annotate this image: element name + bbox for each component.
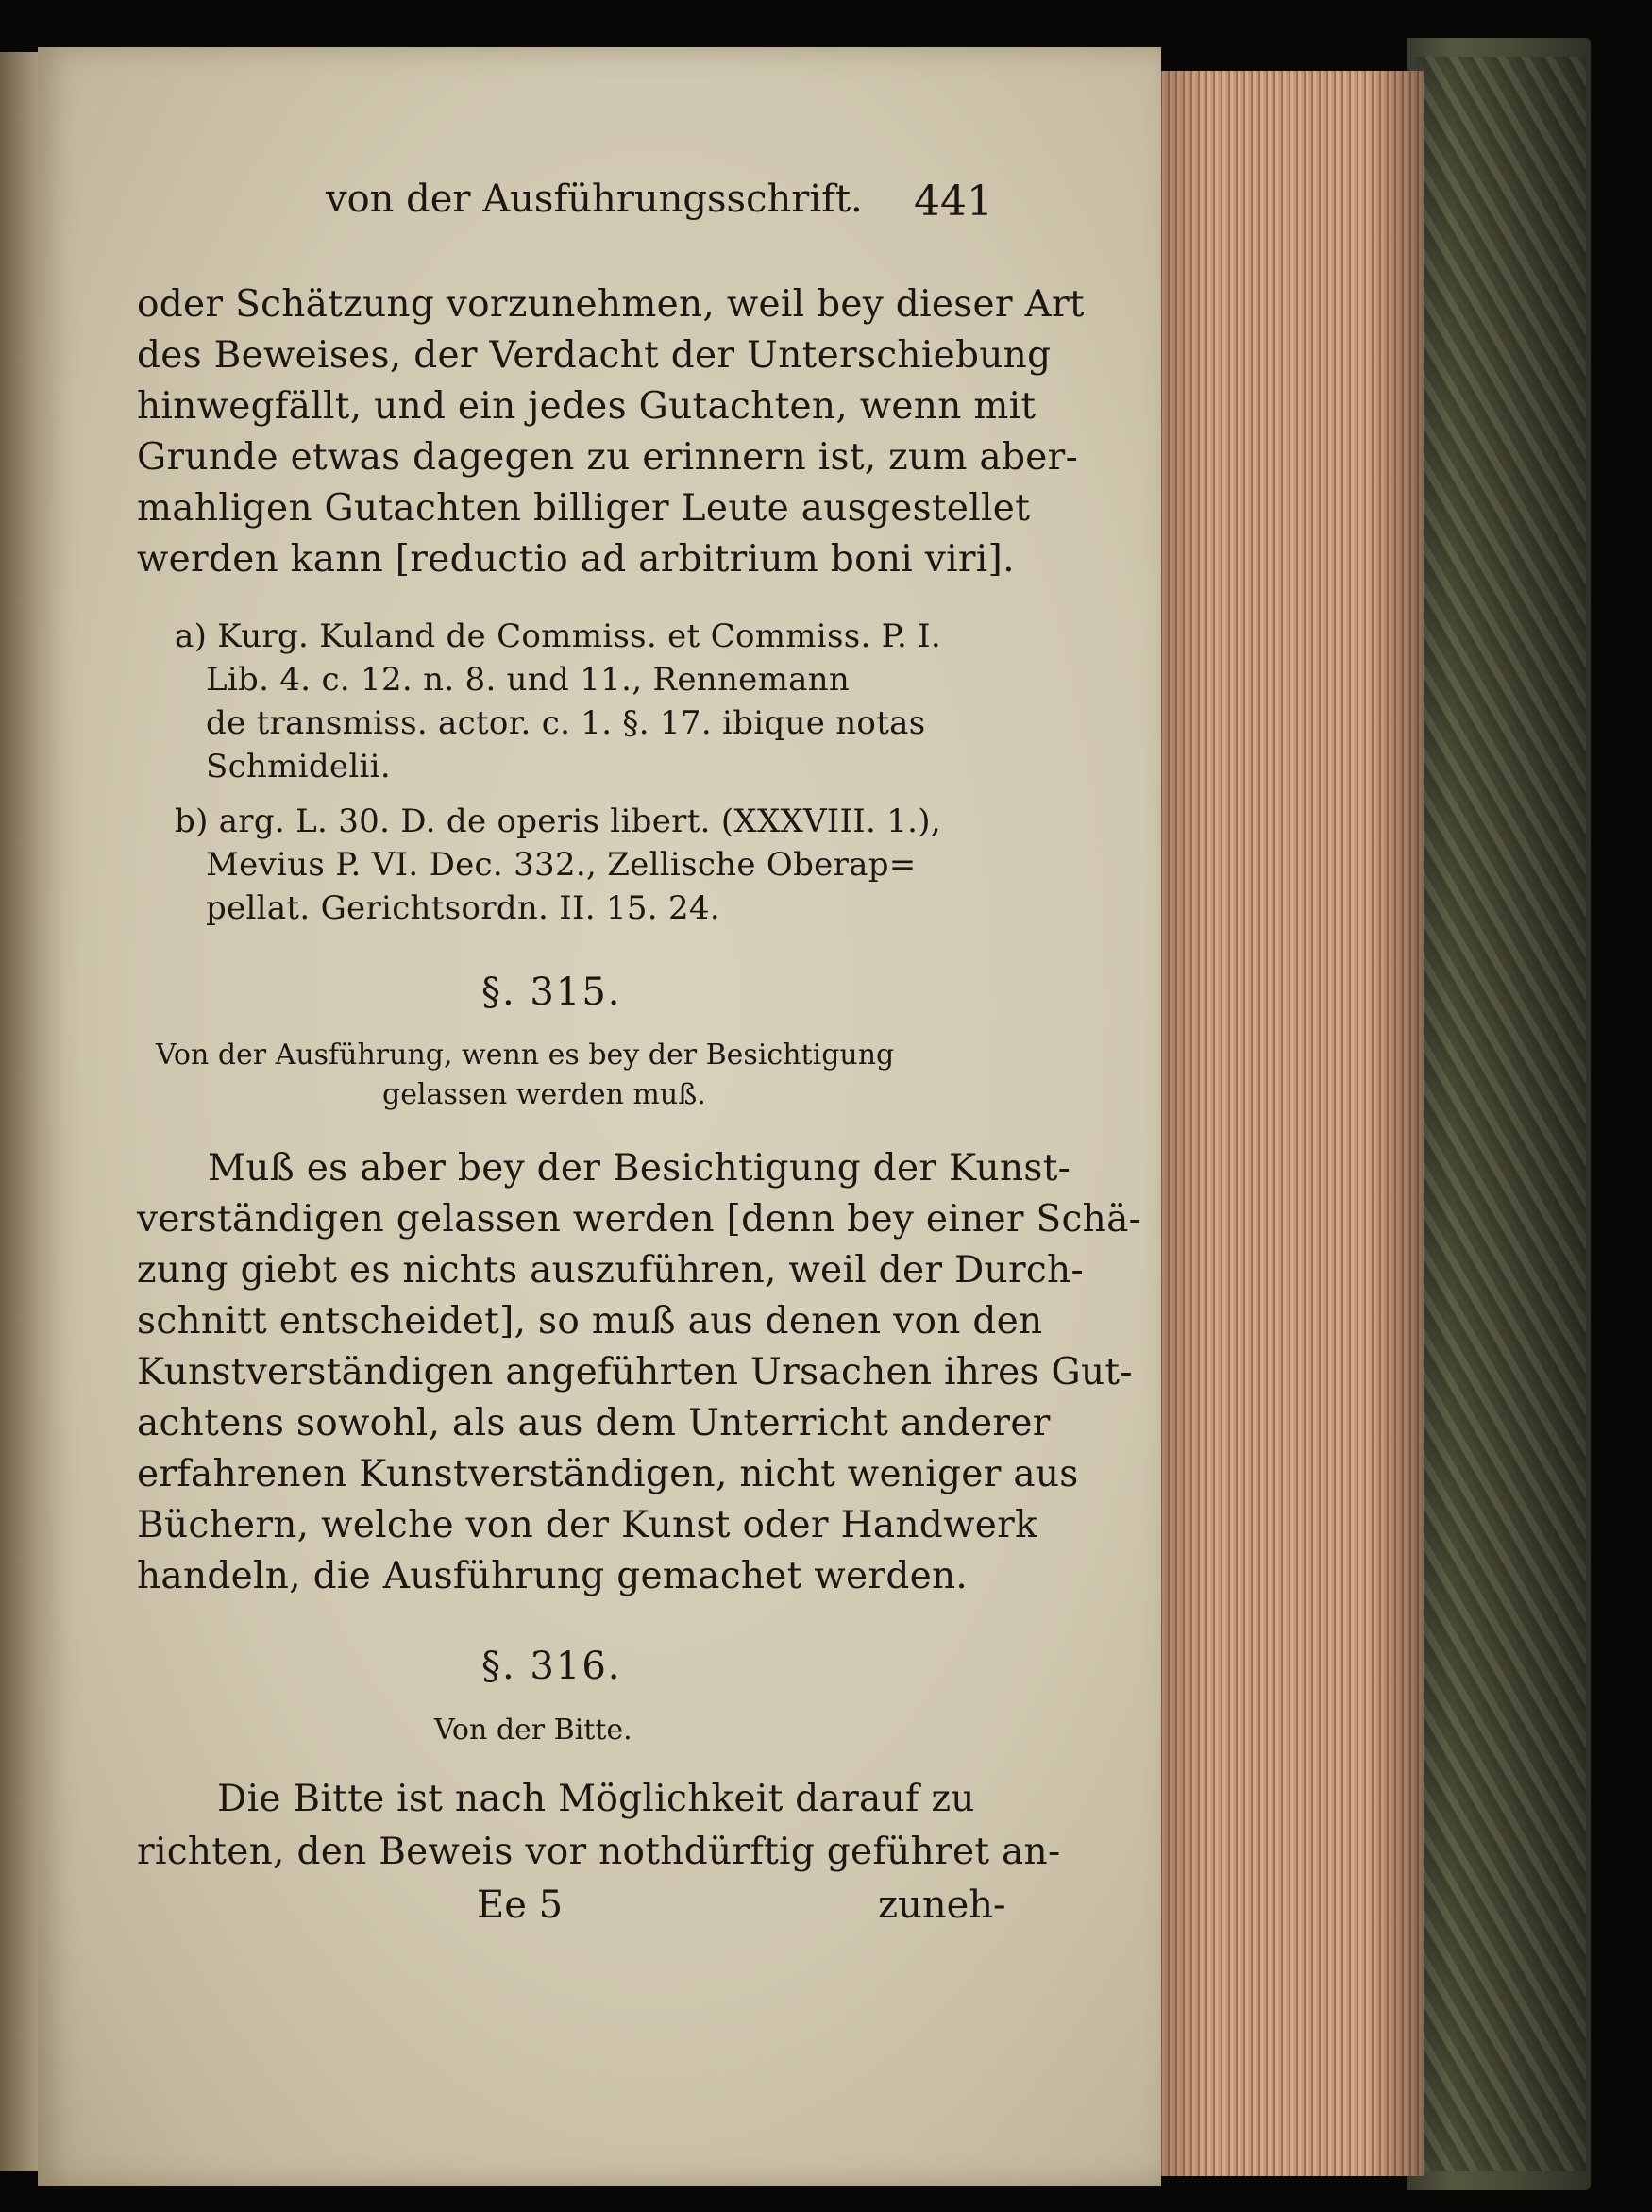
section-subtitle: gelassen werden muß. bbox=[382, 1078, 706, 1111]
text-line: zung giebt es nichts auszuführen, weil der Durch- bbox=[137, 1249, 1084, 1292]
text-line: hinwegfällt, und ein jedes Gutachten, wenn mit bbox=[137, 385, 1037, 428]
text-line: verständigen gelassen werden [denn bey einer Schä- bbox=[137, 1198, 1142, 1241]
running-title: von der Ausführungsschrift. bbox=[326, 177, 863, 221]
text-line: Grunde etwas dagegen zu erinnern ist, zum aber- bbox=[137, 436, 1079, 479]
page-number: 441 bbox=[914, 177, 993, 226]
text-line: schnitt entscheidet], so muß aus denen von den bbox=[137, 1300, 1043, 1342]
text-line: mahligen Gutachten billiger Leute ausgestellet bbox=[137, 487, 1031, 530]
footnote-line: Lib. 4. c. 12. n. 8. und 11., Rennemann bbox=[206, 661, 851, 699]
text-line: Kunstverständigen angeführten Ursachen ihres Gut- bbox=[137, 1351, 1133, 1393]
text-line: Muß es aber bey der Besichtigung der Kunst- bbox=[208, 1147, 1071, 1190]
footnote-line: pellat. Gerichtsordn. II. 15. 24. bbox=[206, 889, 720, 927]
section-heading-315: §. 315. bbox=[481, 971, 622, 1014]
text-line: oder Schätzung vorzunehmen, weil bey dieser Art bbox=[137, 283, 1085, 326]
text-line: Büchern, welche von der Kunst oder Handwerk bbox=[137, 1504, 1038, 1546]
section-subtitle: Von der Ausführung, wenn es bey der Besichtigung bbox=[156, 1038, 895, 1072]
footnote-line: a) Kurg. Kuland de Commiss. et Commiss. P. I. bbox=[175, 617, 942, 655]
text-line: achtens sowohl, als aus dem Unterricht anderer bbox=[137, 1402, 1051, 1444]
signature-mark: Ee 5 bbox=[477, 1883, 564, 1927]
text-line: des Beweises, der Verdacht der Unterschiebung bbox=[137, 334, 1052, 377]
footnote-line: Schmidelii. bbox=[206, 748, 391, 785]
text-line: handeln, die Ausführung gemachet werden. bbox=[137, 1555, 969, 1597]
text-line: erfahrenen Kunstverständigen, nicht weniger aus bbox=[137, 1453, 1079, 1495]
footnote-line: Mevius P. VI. Dec. 332., Zellische Oberap= bbox=[206, 846, 917, 884]
text-line: werden kann [reductio ad arbitrium boni viri]. bbox=[137, 538, 1015, 581]
text-line: richten, den Beweis vor nothdürftig geführet an- bbox=[137, 1831, 1061, 1873]
text-line: Die Bitte ist nach Möglichkeit darauf zu bbox=[217, 1778, 975, 1820]
catchword: zuneh- bbox=[878, 1883, 1006, 1927]
section-heading-316: §. 316. bbox=[481, 1645, 622, 1688]
cover-texture bbox=[1416, 57, 1586, 2171]
footnote-line: de transmiss. actor. c. 1. §. 17. ibique notas bbox=[206, 704, 926, 742]
section-subtitle: Von der Bitte. bbox=[434, 1714, 632, 1747]
footnote-line: b) arg. L. 30. D. de operis libert. (XXXVIII. 1.), bbox=[175, 802, 941, 840]
